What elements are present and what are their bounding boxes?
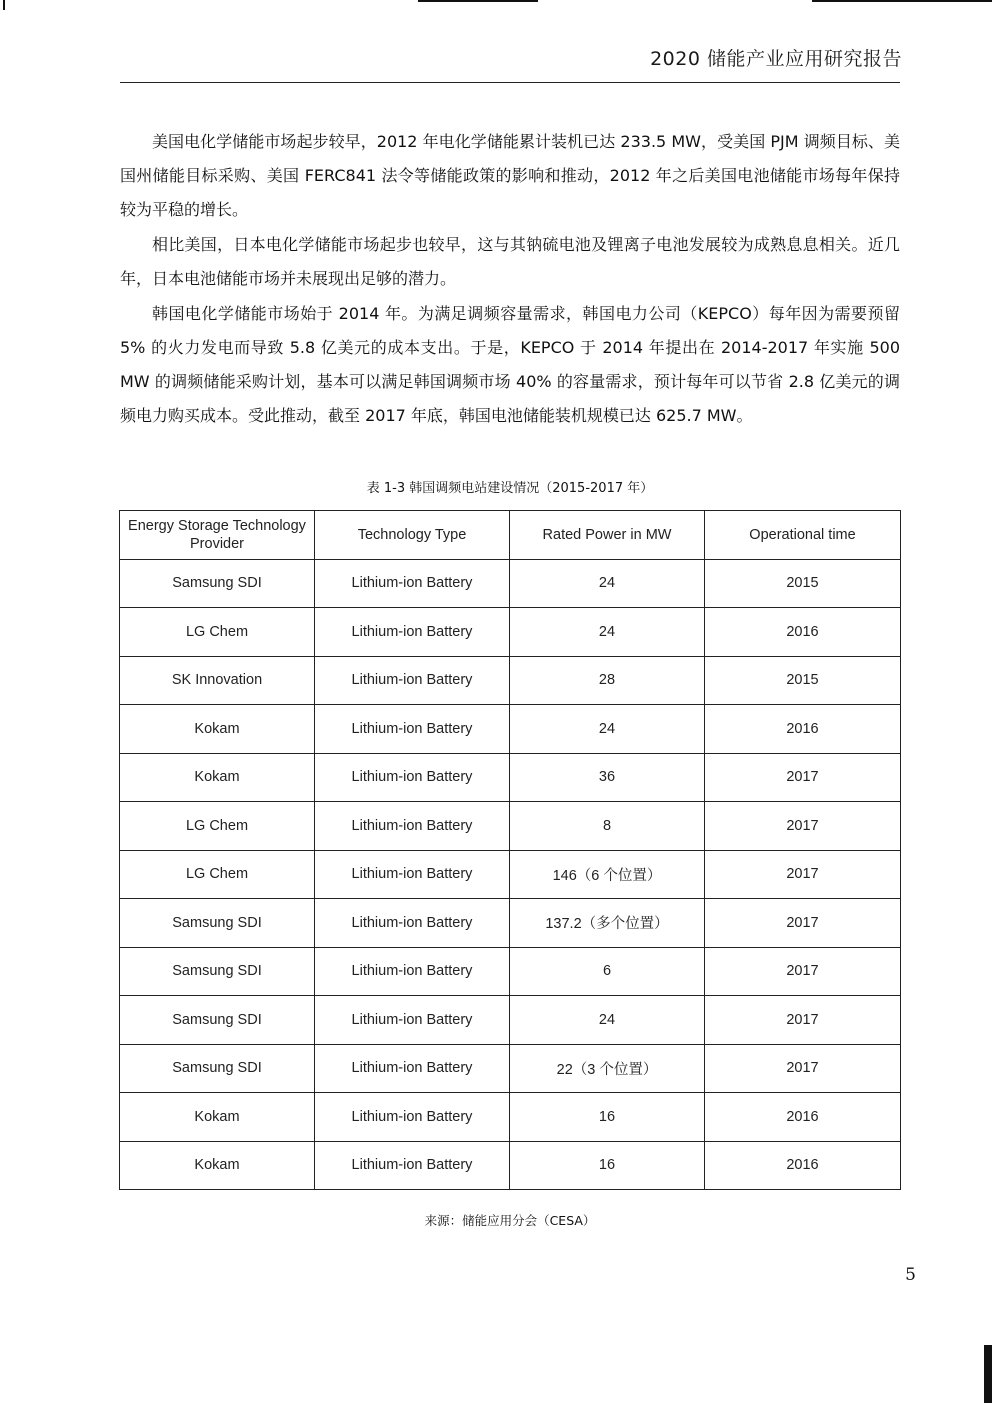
cell-provider: Samsung SDI <box>120 996 315 1045</box>
cell-technology-type: Lithium-ion Battery <box>315 947 510 996</box>
cell-technology-type: Lithium-ion Battery <box>315 1093 510 1142</box>
cell-rated-power: 16 <box>510 1093 705 1142</box>
scan-mark-top-left <box>3 0 5 10</box>
table-row <box>120 1093 901 1142</box>
cell-provider: Samsung SDI <box>120 899 315 948</box>
table-header-row <box>120 511 901 560</box>
cell-rated-power: 24 <box>510 559 705 608</box>
cell-provider: Samsung SDI <box>120 559 315 608</box>
cell-operational-time: 2016 <box>705 1141 901 1190</box>
cell-rated-power: 36 <box>510 753 705 802</box>
cell-rated-power: 24 <box>510 705 705 754</box>
scan-mark-top-center <box>418 0 538 2</box>
cell-provider: Samsung SDI <box>120 1044 315 1093</box>
report-header-title: 2020 储能产业应用研究报告 <box>650 48 902 70</box>
cell-rated-power: 137.2（多个位置） <box>510 899 705 948</box>
table-row <box>120 996 901 1045</box>
cell-operational-time: 2017 <box>705 1044 901 1093</box>
cell-provider: LG Chem <box>120 850 315 899</box>
cell-technology-type: Lithium-ion Battery <box>315 608 510 657</box>
cell-operational-time: 2016 <box>705 608 901 657</box>
table-body <box>120 559 901 1190</box>
cell-operational-time: 2017 <box>705 753 901 802</box>
scan-mark-top-right <box>812 0 992 2</box>
cell-technology-type: Lithium-ion Battery <box>315 996 510 1045</box>
table-row <box>120 608 901 657</box>
cell-provider: Samsung SDI <box>120 947 315 996</box>
cell-rated-power: 28 <box>510 656 705 705</box>
cell-technology-type: Lithium-ion Battery <box>315 1044 510 1093</box>
cell-technology-type: Lithium-ion Battery <box>315 899 510 948</box>
table-row <box>120 656 901 705</box>
cell-provider: Kokam <box>120 753 315 802</box>
cell-technology-type: Lithium-ion Battery <box>315 753 510 802</box>
column-header-technology-type: Technology Type <box>315 511 510 560</box>
cell-rated-power: 24 <box>510 608 705 657</box>
table-row <box>120 1141 901 1190</box>
cell-operational-time: 2017 <box>705 947 901 996</box>
cell-provider: Kokam <box>120 705 315 754</box>
cell-rated-power: 22（3 个位置） <box>510 1044 705 1093</box>
table-row <box>120 559 901 608</box>
cell-technology-type: Lithium-ion Battery <box>315 1141 510 1190</box>
table-source: 来源：储能应用分会（CESA） <box>424 1213 596 1228</box>
table-row <box>120 899 901 948</box>
korea-frequency-station-table <box>119 510 901 1190</box>
cell-technology-type: Lithium-ion Battery <box>315 705 510 754</box>
cell-operational-time: 2015 <box>705 656 901 705</box>
paragraph-japan-market: 相比美国，日本电化学储能市场起步也较早，这与其钠硫电池及锂离子电池发展较为成熟息息相关。近几年，日本电池储能市场并未展现出足够的潜力。 <box>120 235 900 288</box>
cell-technology-type: Lithium-ion Battery <box>315 656 510 705</box>
table-row <box>120 947 901 996</box>
cell-rated-power: 24 <box>510 996 705 1045</box>
table-row <box>120 705 901 754</box>
column-header-operational-time: Operational time <box>705 511 901 560</box>
cell-provider: Kokam <box>120 1141 315 1190</box>
cell-provider: SK Innovation <box>120 656 315 705</box>
cell-operational-time: 2017 <box>705 996 901 1045</box>
paragraph-us-market: 美国电化学储能市场起步较早，2012 年电化学储能累计装机已达 233.5 MW，受美国 PJM 调频目标、美国州储能目标采购、美国 FERC841 法令等储能政策的影响和推动，2012 年之后美国电池储能市场每年保持较为平稳的增长。 <box>120 132 900 219</box>
table-row <box>120 1044 901 1093</box>
cell-provider: LG Chem <box>120 608 315 657</box>
cell-operational-time: 2016 <box>705 705 901 754</box>
column-header-provider: Energy Storage Technology Provider <box>120 511 315 560</box>
cell-rated-power: 16 <box>510 1141 705 1190</box>
cell-technology-type: Lithium-ion Battery <box>315 559 510 608</box>
table-row <box>120 753 901 802</box>
column-header-rated-power: Rated Power in MW <box>510 511 705 560</box>
table-caption: 表 1-3 韩国调频电站建设情况（2015-2017 年） <box>366 481 654 496</box>
cell-operational-time: 2017 <box>705 850 901 899</box>
cell-technology-type: Lithium-ion Battery <box>315 802 510 851</box>
page-number: 5 <box>905 1265 916 1285</box>
cell-provider: Kokam <box>120 1093 315 1142</box>
header-rule <box>120 82 900 83</box>
body-text <box>120 125 900 434</box>
cell-operational-time: 2016 <box>705 1093 901 1142</box>
cell-operational-time: 2017 <box>705 802 901 851</box>
cell-operational-time: 2017 <box>705 899 901 948</box>
table-row <box>120 802 901 851</box>
cell-rated-power: 6 <box>510 947 705 996</box>
cell-rated-power: 8 <box>510 802 705 851</box>
cell-provider: LG Chem <box>120 802 315 851</box>
paragraph-korea-market: 韩国电化学储能市场始于 2014 年。为满足调频容量需求，韩国电力公司（KEPCO）每年因为需要预留 5% 的火力发电而导致 5.8 亿美元的成本支出。于是，KEPCO 于 2014 年提出在 2014-2017 年实施 500 MW 的调频储能采购计划，基本可以满足韩国调频市场 40% 的容量需求，预计每年可以节省 2.8 亿美元的调频电力购买成本。受此推动，截至 2017 年底，韩国电池储能装机规模已达 625.7 MW。 <box>120 304 900 425</box>
cell-operational-time: 2015 <box>705 559 901 608</box>
table-row <box>120 850 901 899</box>
scan-mark-bottom-right <box>984 1345 992 1403</box>
cell-technology-type: Lithium-ion Battery <box>315 850 510 899</box>
cell-rated-power: 146（6 个位置） <box>510 850 705 899</box>
